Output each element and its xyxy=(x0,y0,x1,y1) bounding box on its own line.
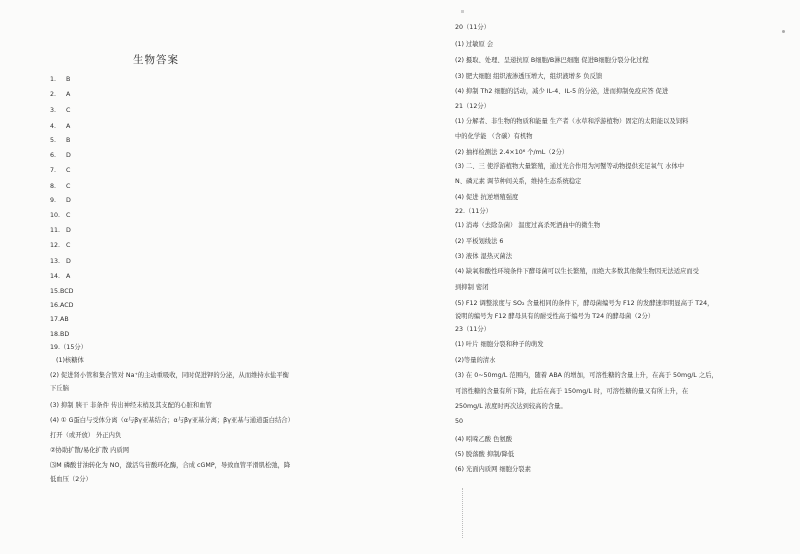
question-number: 5. xyxy=(50,137,57,144)
right-column xyxy=(455,0,785,554)
answer-line-left xyxy=(50,417,294,425)
answer-line-left xyxy=(50,258,71,266)
answer-text: 下丘脑 xyxy=(50,385,69,392)
answer-text: N、磷元素 调节种间关系，维持生态系统稳定 xyxy=(455,178,582,185)
answer-text: (4) 吲哚乙酸 色氨酸 xyxy=(455,436,513,443)
answer-line-left xyxy=(50,462,290,470)
answer-line-left xyxy=(50,183,70,191)
answer-text: 说明的编号为 F12 酵母具有的耐受性高于编号为 T24 的酵母菌（2分） xyxy=(455,313,655,320)
question-number: 4. xyxy=(50,123,57,130)
answer-text: C xyxy=(66,183,71,190)
answer-text: A xyxy=(66,91,71,98)
answer-text: 17.AB xyxy=(50,316,69,323)
answer-line-right xyxy=(455,149,568,157)
answer-text: B xyxy=(66,137,71,144)
answer-line-left xyxy=(50,288,73,296)
question-number: 2. xyxy=(50,91,57,98)
answer-line-left xyxy=(50,447,129,455)
answer-text: 18.BD xyxy=(50,331,70,338)
answer-line-right xyxy=(455,163,684,171)
answer-text: C xyxy=(66,167,71,174)
answer-line-right xyxy=(455,24,490,32)
answer-text: 50 xyxy=(455,418,464,425)
answer-text: D xyxy=(66,227,71,234)
answer-text: D xyxy=(66,152,71,159)
answer-line-right xyxy=(455,436,512,444)
answer-text: (2) 摄取、处理、呈递抗原 B细胞/B淋巴细胞 促进B细胞分裂分化过程 xyxy=(455,57,649,64)
answer-text: (5) F12 调整浓度与 SO₂ 含量相同的条件下，酵母菌编号为 F12 的发酵速率明显高于 T24， xyxy=(455,300,714,307)
answer-text: (3) 二、三 使浮游植物大量繁殖，通过光合作用为河蟹等动物提供充足氧气 水体中 xyxy=(455,163,685,170)
question-number: 3. xyxy=(50,107,57,114)
answer-line-left xyxy=(50,385,69,393)
answer-line-right xyxy=(455,357,495,365)
answer-text: 22.（11分） xyxy=(455,208,492,215)
answer-text: 可溶性糖的含量有所下降，此后在高于 150mg/L 时，可溶性糖的量又有所上升，在 xyxy=(455,388,689,395)
answer-text: (3) 抑制 胰干 非条件 传出神经末梢及其支配的心脏和血管 xyxy=(50,402,212,409)
answer-line-left xyxy=(50,76,70,84)
question-number: 10. xyxy=(50,212,61,219)
answer-line-left xyxy=(50,167,70,175)
answer-line-right xyxy=(455,300,713,308)
answer-line-left xyxy=(50,242,70,250)
question-number: 1. xyxy=(50,76,57,83)
answer-text: 低血压（2分） xyxy=(50,476,92,483)
answer-text: 19.（15分） xyxy=(50,344,87,351)
answer-line-right xyxy=(455,194,518,202)
question-number: 12. xyxy=(50,242,61,249)
answer-text: (1) 叶片 细胞分裂和种子的萌发 xyxy=(455,341,544,348)
answer-line-left xyxy=(50,212,70,220)
answer-line-right xyxy=(455,451,514,459)
page-title: 生物答案 xyxy=(133,54,179,66)
answer-text: 23（11分） xyxy=(455,326,490,333)
answer-text: ②协助扩散/易化扩散 内质网 xyxy=(50,447,130,454)
answer-text: C xyxy=(66,107,71,114)
answer-text: (1) 过敏原 会 xyxy=(455,41,494,48)
answer-line-left xyxy=(50,107,70,115)
answer-line-right xyxy=(455,238,503,246)
answer-text: (6) 光面内质网 细胞分裂素 xyxy=(455,466,531,473)
question-number: 7. xyxy=(50,167,57,174)
answer-line-right xyxy=(455,73,602,81)
answer-line-right xyxy=(455,222,600,230)
answer-text: B xyxy=(66,76,71,83)
question-number: 14. xyxy=(50,273,61,280)
answer-line-left xyxy=(50,137,70,145)
answer-line-left xyxy=(50,227,71,235)
answer-text: C xyxy=(66,242,71,249)
answer-line-left xyxy=(50,152,71,160)
answer-text: (1) 分解者、非生物的物质和能量 生产者（水草和浮游植物）固定的太阳能以及饲料 xyxy=(455,118,689,125)
answer-line-left xyxy=(56,357,84,365)
question-number: 11. xyxy=(50,227,61,234)
answer-text: 250mg/L 浓度时再次达到较高的含量。 xyxy=(455,403,567,410)
answer-text: 15.BCD xyxy=(50,288,74,295)
question-number: 13. xyxy=(50,258,61,265)
answer-text: (3) 在 0~50mg/L 范围内，随着 ABA 的增加，可溶性糖的含量上升，在高于 50mg/L 之后， xyxy=(455,372,718,379)
answer-text: 21（12分） xyxy=(455,103,490,110)
answer-text: 16.ACD xyxy=(50,302,74,309)
question-number: 8. xyxy=(50,183,57,190)
answer-line-right xyxy=(455,326,490,334)
answer-text: (4) 促进 抗逆增殖强度 xyxy=(455,194,519,201)
answer-line-right xyxy=(455,57,649,65)
answer-line-left xyxy=(50,432,121,440)
answer-line-right xyxy=(455,403,567,411)
answer-line-right xyxy=(455,268,699,276)
answer-text: A xyxy=(66,123,71,130)
answer-text: ⑶M 磷酸甘油转化为 NO，激活鸟苷酸环化酶，合成 cGMP，导致血管平滑肌松弛，降 xyxy=(50,462,291,469)
answer-line-left xyxy=(50,123,70,131)
answer-text: D xyxy=(66,258,71,265)
answer-line-right xyxy=(455,208,492,216)
answer-text: (4) 抑制 Th2 细胞的活动，减少 IL-4、IL-5 的分泌，进而抑制免疫应答 促进 xyxy=(455,88,669,95)
answer-text: (2) 促进肾小管和集合管对 Na⁺的主动重吸收，同时促进钾的分泌，从而维持水盐平衡 xyxy=(50,372,289,379)
left-column xyxy=(50,0,380,554)
answer-line-right xyxy=(455,418,463,426)
answer-line-right xyxy=(455,341,544,349)
question-number: 9. xyxy=(50,197,57,204)
answer-text: (3) 液体 湿热灭菌法 xyxy=(455,253,513,260)
answer-line-right xyxy=(455,372,718,380)
answer-text: (2)等量的清水 xyxy=(455,357,496,364)
answer-line-left xyxy=(50,197,71,205)
answer-text: 到抑制 密闭 xyxy=(455,284,489,291)
answer-text: (2) 抽样检测法 2.4×10⁶ 个/mL（2分） xyxy=(455,149,569,156)
answer-text: 20（11分） xyxy=(455,24,490,31)
answer-line-right xyxy=(455,313,654,321)
answer-text: C xyxy=(66,212,71,219)
answer-text: (2) 平板划线法 6 xyxy=(455,238,504,245)
answer-line-right xyxy=(455,466,531,474)
answer-text: (1) 消毒（去除杂菌） 温度过高杀死酒曲中的微生物 xyxy=(455,222,601,229)
answer-line-left xyxy=(50,91,70,99)
answer-text: (4) 缺氧和酸性环境条件下酵母菌可以生长繁殖，而绝大多数其他微生物因无法适应而受 xyxy=(455,268,699,275)
answer-line-left xyxy=(50,402,212,410)
question-number: 6. xyxy=(50,152,57,159)
answer-text: (3) 肥大细胞 组织液渗透压增大，组织液增多 负反馈 xyxy=(455,73,603,80)
answer-text: 中的化学能 （含碳）有机物 xyxy=(455,133,533,140)
answer-text: A xyxy=(66,273,71,280)
answer-line-left xyxy=(50,372,289,380)
answer-line-right xyxy=(455,284,489,292)
answer-line-left xyxy=(50,344,87,352)
answer-line-right xyxy=(455,133,533,141)
answer-line-left xyxy=(50,302,73,310)
answer-line-right xyxy=(455,118,688,126)
answer-line-left xyxy=(50,476,92,484)
answer-line-right xyxy=(455,178,581,186)
answer-text: (5) 脱落酸 抑制/降低 xyxy=(455,451,515,458)
answer-line-right xyxy=(455,103,490,111)
answer-text: (4) ① G蛋白与受体分离（α与βγ亚基结合；α与βγ亚基分离；βγ亚基与通道蛋白结合） xyxy=(50,417,294,424)
answer-line-right xyxy=(455,388,688,396)
answer-text: D xyxy=(66,197,71,204)
answer-line-right xyxy=(455,253,512,261)
answer-line-left xyxy=(50,273,70,281)
answer-line-right xyxy=(455,88,668,96)
answer-line-left xyxy=(50,331,69,339)
answer-line-left xyxy=(50,316,69,324)
answer-text: 打开（或开放） 外正内负 xyxy=(50,432,122,439)
answer-line-right xyxy=(455,41,493,49)
answer-text: (1)核糖体 xyxy=(56,357,84,364)
